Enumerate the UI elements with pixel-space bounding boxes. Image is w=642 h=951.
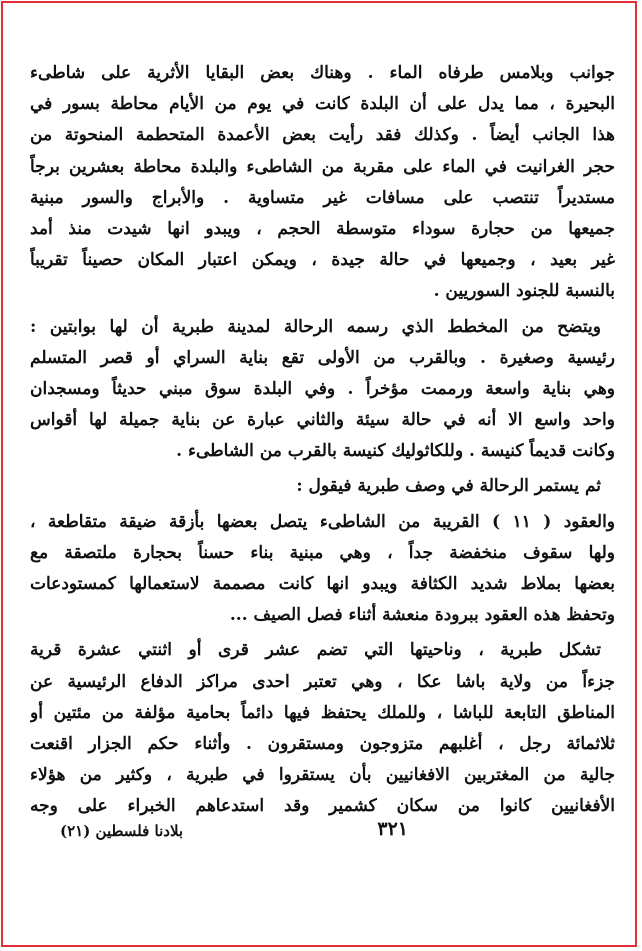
text-line: وتحفظ هذه العقود ببرودة منعشة أثناء فصل الصيف ... — [229, 605, 615, 626]
text-line: الأفغانيين كانوا من سكان كشمير وقد استدعاهم الخبراء على وجه — [30, 796, 615, 817]
text-line: جزءاً من ولاية باشا عكا ، وهي تعتبر احدى مراكز الدفاع الرئيسية عن — [30, 671, 615, 692]
text-line: جميعها من حجارة سوداء متوسطة الحجم ، ويبدو انها شيدت منذ أمد — [30, 218, 615, 239]
book-title: بلادنا فلسطين (٢١) — [60, 822, 184, 840]
text-line: تشكل طبرية ، وناحيتها التي تضم عشر قرى أو اثنتي عشرة قرية — [30, 640, 601, 661]
text-line: البحيرة ، مما يدل على أن البلدة كانت في يوم من الأيام محاطة بسور في — [30, 94, 615, 115]
text-line: مستديراً تنتصب على مسافات غير متساوية . والأبراج والسور مبنية — [30, 187, 615, 208]
paragraph-1 — [30, 58, 615, 308]
text-line: وكانت قديماً كنيسة . وللكاثوليك كنيسة بالقرب من الشاطىء . — [176, 441, 615, 462]
paragraph-5 — [30, 635, 615, 822]
text-line: حجر الغرانيت في الماء على مقربة من الشاطىء والبلدة محاطة بعشرين برجاً — [30, 156, 615, 177]
text-line: ولها سقوف منخفضة جداً ، وهي مبنية بناء حسناً بحجارة ملتصقة مع — [30, 542, 615, 563]
text-line: واحد واسع الا أنه في حالة سيئة والثاني عبارة عن بناية جميلة لها أقواس — [30, 410, 615, 431]
text-line: والعقود ( ١١ ) القريبة من الشاطىء يتصل بعضها بأزقة ضيقة متقاطعة ، — [30, 511, 615, 532]
quotation-paragraph — [30, 507, 615, 632]
text-line: غير بعيد ، وجميعها في حالة جيدة ، ويمكن اعتبار المكان حصيناً تقريباً — [30, 250, 615, 271]
text-line: رئيسية وصغيرة . وبالقرب من الأولى تقع بناية السراي أو قصر المتسلم — [30, 347, 615, 368]
text-line: بالنسبة للجنود السوريين . — [433, 281, 615, 302]
text-line: بعضها بملاط شديد الكثافة ويبدو انها كانت مصممة لاستعمالها كمستودعات — [30, 574, 615, 594]
paragraph-3 — [30, 471, 615, 502]
text-line: جالية من المغتربين الافغانيين بأن يستقروا في طبرية ، وكثير من هؤلاء — [30, 765, 615, 786]
text-line: ويتضح من المخطط الذي رسمه الرحالة لمدينة طبرية أن لها بوابتين : — [30, 316, 601, 337]
page-footer — [60, 818, 588, 848]
text-line: هذا الجانب أيضاً . وكذلك فقد رأيت بعض الأعمدة المتحطمة المنحوتة من — [30, 125, 615, 146]
text-line: ثلاثمائة رجل ، أغلبهم متزوجون ومستقرون . وأثناء حكم الجزار اقنعت — [30, 733, 615, 754]
paragraph-2 — [30, 312, 615, 468]
text-line: وهي بناية واسعة ورممت مؤخراً . وفي البلدة سوق مبني حديثاً ومسجدان — [30, 378, 615, 399]
text-line: جوانب وبلامس طرفاه الماء . وهناك بعض البقايا الأثرية على شاطىء — [30, 63, 615, 83]
text-line: المناطق التابعة للباشا ، وللملك يحتفظ فيها دائماً بحامية مؤلفة من مئتين أو — [30, 702, 615, 723]
page-body — [30, 58, 615, 823]
page-number: ٣٢١ — [377, 818, 408, 840]
text-line: ثم يستمر الرحالة في وصف طبرية فيقول : — [296, 476, 601, 497]
